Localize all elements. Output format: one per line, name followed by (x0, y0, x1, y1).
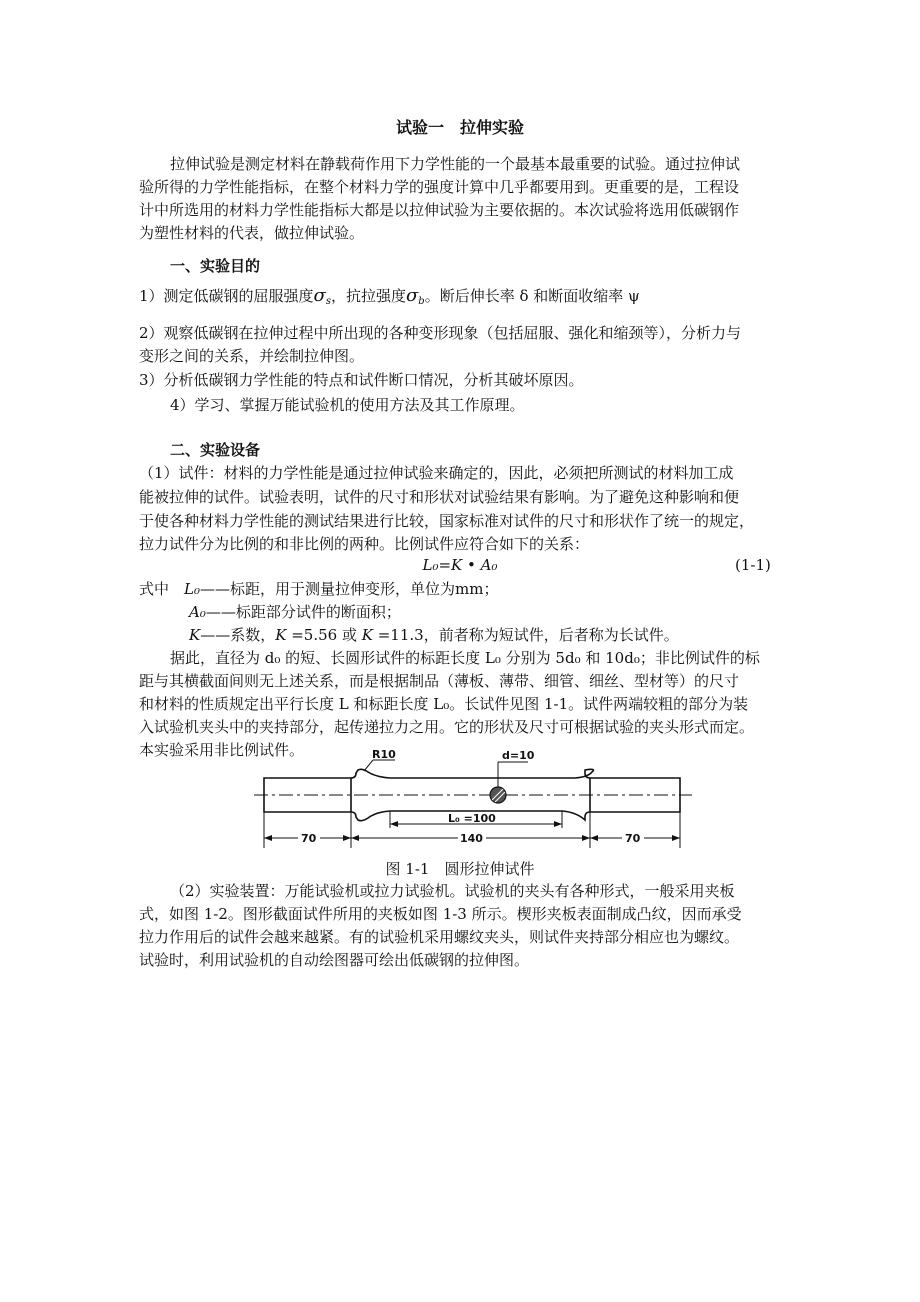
page-title: 试验一 拉伸实验 (395, 118, 524, 137)
variable-K: K (189, 626, 201, 644)
objective-1-text-c: 。断后伸长率 δ 和断面收缩率 ψ (424, 287, 640, 305)
specimen-drawing (240, 748, 700, 856)
specimen-paragraph-line: 能被拉伸的试件。试验表明，试件的尺寸和形状对试验结果有影响。为了避免这种影响和便 (139, 488, 740, 506)
where-label: 式中 (139, 580, 185, 598)
where-text: ——标距，用于测量拉伸变形，单位为mm； (200, 580, 499, 598)
objective-2: 2）观察低碳钢在拉伸过程中所出现的各种变形现象（包括屈服、强化和缩颈等），分析力与 (139, 324, 742, 342)
formula-number: (1-1) (735, 556, 771, 574)
cross-section-circle (490, 787, 506, 803)
where-line-1 (139, 578, 789, 600)
gauge-length-label: L₀ =100 (448, 812, 496, 825)
specimen-dimension-line: 和材料的性质规定出平行长度 L 和标距长度 L₀。长试件见图 1-1。试件两端较粗的部分为装 (139, 695, 749, 713)
variable-L0: L₀ (184, 580, 200, 598)
intro-line: 计中所选用的材料力学性能指标大都是以拉伸试验为主要依据的。本次试验将选用低碳钢作 (139, 201, 740, 219)
specimen-dimension-line: 入试验机夹头中的夹持部分，起传递拉力之用。它的形状及尺寸可根据试验的夹头形式而定。 (139, 718, 755, 736)
dimension-middle: 140 (460, 832, 483, 845)
apparatus-line: （2）实验装置：万能试验机或拉力试验机。试验机的夹头有各种形式，一般采用夹板 (170, 882, 735, 900)
where-text: =11.3，前者称为短试件，后者称为长试件。 (372, 626, 679, 644)
intro-line: 验所得的力学性能指标，在整个材料力学的强度计算中几乎都要用到。更重要的是，工程设 (139, 178, 740, 196)
apparatus-line: 拉力作用后的试件会越来越紧。有的试验机采用螺纹夹头，则试件夹持部分相应也为螺纹。 (139, 928, 740, 946)
intro-line: 为塑性材料的代表，做拉伸试验。 (139, 224, 365, 242)
where-text: =5.56 或 (286, 626, 362, 644)
objective-3: 3）分析低碳钢力学性能的特点和试件断口情况，分析其破坏原因。 (139, 371, 584, 389)
radius-label: R10 (372, 748, 396, 761)
subscript-s: s (325, 296, 331, 307)
apparatus-line: 式，如图 1-2。图形截面试件所用的夹板如图 1-3 所示。楔形夹板表面制成凸纹，因而承受 (139, 905, 742, 923)
formula: L₀=K • A₀ (422, 556, 498, 574)
variable-K: K (361, 626, 373, 644)
where-line-2 (189, 601, 839, 623)
dimension-left: 70 (301, 832, 317, 845)
sigma-symbol: σ (313, 285, 326, 306)
where-line-3 (189, 624, 839, 646)
sigma-symbol: σ (406, 285, 419, 306)
objective-2: 变形之间的关系，并绘制拉伸图。 (139, 347, 365, 365)
objective-1-text-b: ，抗拉强度 (330, 287, 406, 305)
section-heading: 一、实验目的 (170, 257, 261, 275)
objective-1-text-a: 1）测定低碳钢的屈服强度 (139, 287, 314, 305)
apparatus-line: 试验时，利用试验机的自动绘图器可绘出低碳钢的拉伸图。 (139, 951, 530, 969)
variable-A0: A₀ (189, 603, 206, 621)
specimen-dimension-line: 据此，直径为 d₀ 的短、长圆形试件的标距长度 L₀ 分别为 5d₀ 和 10d₀；非比例试件的标 (170, 649, 760, 667)
specimen-dimension-line: 距与其横截面间则无上述关系，而是根据制品（薄板、薄带、细管、细丝、型材等）的尺寸 (139, 672, 740, 690)
section-heading: 二、实验设备 (170, 441, 261, 459)
objective-1 (139, 285, 789, 313)
dimension-right: 70 (625, 832, 641, 845)
specimen-dimension-line: 本实验采用非比例试件。 (139, 741, 305, 759)
variable-K: K (275, 626, 287, 644)
objective-4: 4）学习、掌握万能试验机的使用方法及其工作原理。 (170, 396, 525, 414)
specimen-paragraph-line: （1）试件：材料的力学性能是通过拉伸试验来确定的，因此，必须把所测试的材料加工成 (139, 464, 734, 482)
specimen-paragraph-line: 于使各种材料力学性能的测试结果进行比较，国家标准对试件的尺寸和形状作了统一的规定， (139, 512, 755, 530)
where-text: ——系数， (200, 626, 276, 644)
intro-line: 拉伸试验是测定材料在静载荷作用下力学性能的一个最基本最重要的试验。通过拉伸试 (170, 155, 741, 173)
figure-caption: 图 1-1 圆形拉伸试件 (385, 860, 535, 878)
subscript-b: b (418, 296, 425, 307)
specimen-paragraph-line: 拉力试件分为比例的和非比例的两种。比例试件应符合如下的关系： (139, 535, 590, 553)
where-text: ——标距部分试件的断面积； (205, 603, 401, 621)
diameter-label: d=10 (502, 749, 535, 762)
